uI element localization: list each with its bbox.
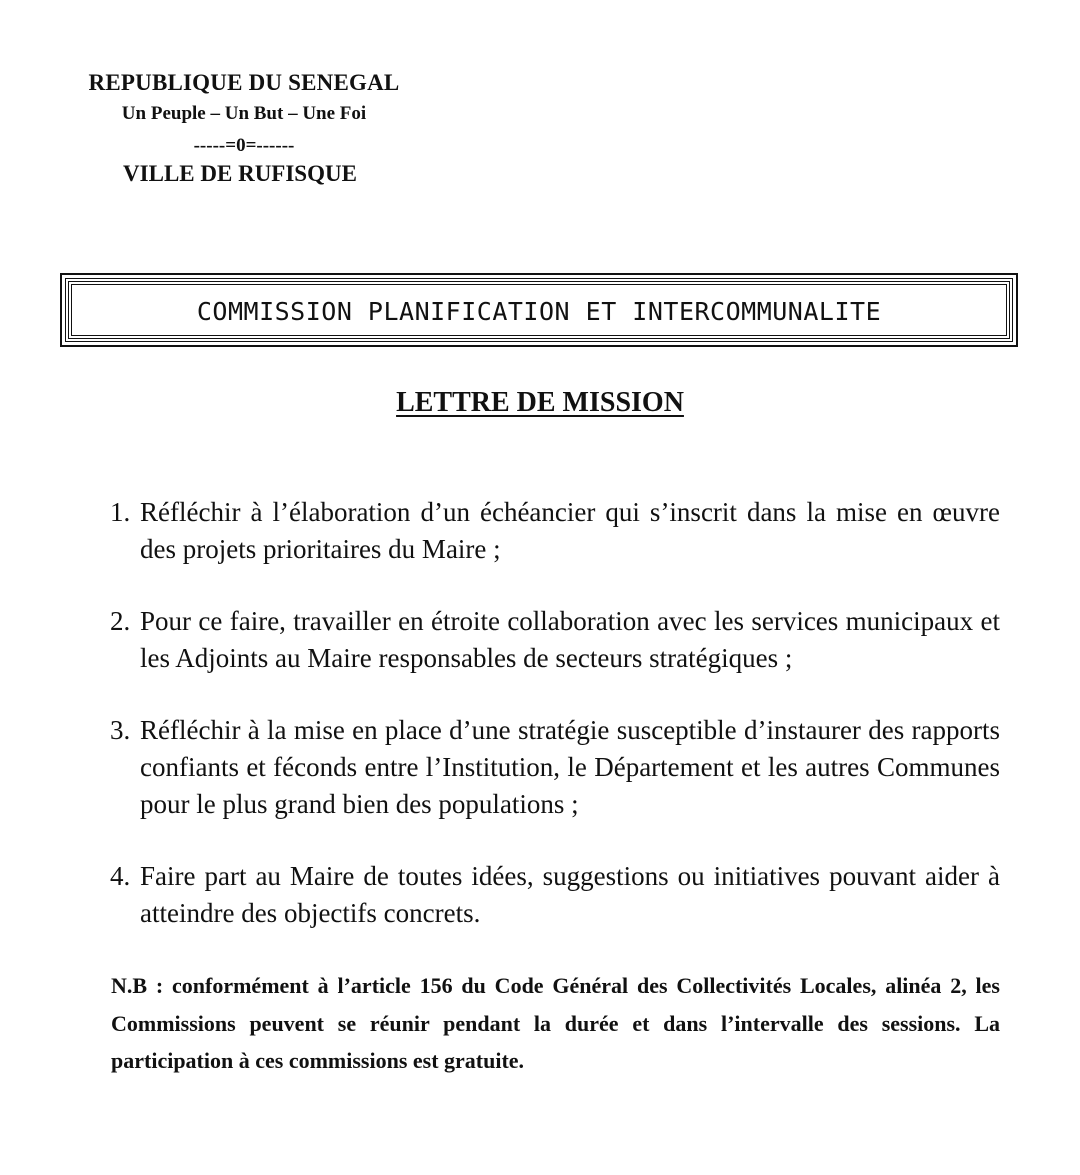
document-title (0, 386, 1080, 420)
list-item-number: 2. (110, 606, 131, 636)
national-motto: Un Peuple – Un But – Une Foi (121, 103, 367, 124)
list-item (110, 712, 1000, 823)
list-item-text: Réfléchir à l’élaboration d’un échéancier qui s’inscrit dans la mise en œuvre des projets prioritaires du Maire ; (140, 497, 1000, 564)
commission-title-frame (60, 273, 1018, 347)
list-item (110, 494, 1000, 568)
country-name: REPUBLIQUE DU SENEGAL (88, 70, 400, 95)
city-name: VILLE DE RUFISQUE (123, 161, 357, 186)
list-item (110, 858, 1000, 932)
commission-title: COMMISSION PLANIFICATION ET INTERCOMMUNALITE (196, 296, 882, 326)
letterhead (78, 66, 410, 188)
list-item-text: Réfléchir à la mise en place d’une stratégie susceptible d’instaurer des rapports confiants et féconds entre l’Institution, le Département et les autres Communes pour le plus grand bien des populations ; (140, 715, 1000, 819)
header-separator: -----=0=------ (193, 135, 295, 156)
document-title-text: LETTRE DE MISSION (396, 387, 684, 418)
mission-list (110, 494, 1000, 967)
list-item-number: 3. (110, 715, 131, 745)
list-item-number: 4. (110, 861, 131, 891)
list-item-number: 1. (110, 497, 131, 527)
nb-note: N.B : conformément à l’article 156 du Code Général des Collectivités Locales, alinéa 2, les Commissions peuvent se réunir pendant la durée et dans l’intervalle des sessions. La participation à ces commissions est gratuite. (111, 973, 1000, 1073)
list-item-text: Pour ce faire, travailler en étroite collaboration avec les services municipaux et les Adjoints au Maire responsables de secteurs stratégiques ; (140, 606, 1000, 673)
list-item-text: Faire part au Maire de toutes idées, suggestions ou initiatives pouvant aider à atteindre des objectifs concrets. (140, 861, 1000, 928)
list-item (110, 603, 1000, 677)
